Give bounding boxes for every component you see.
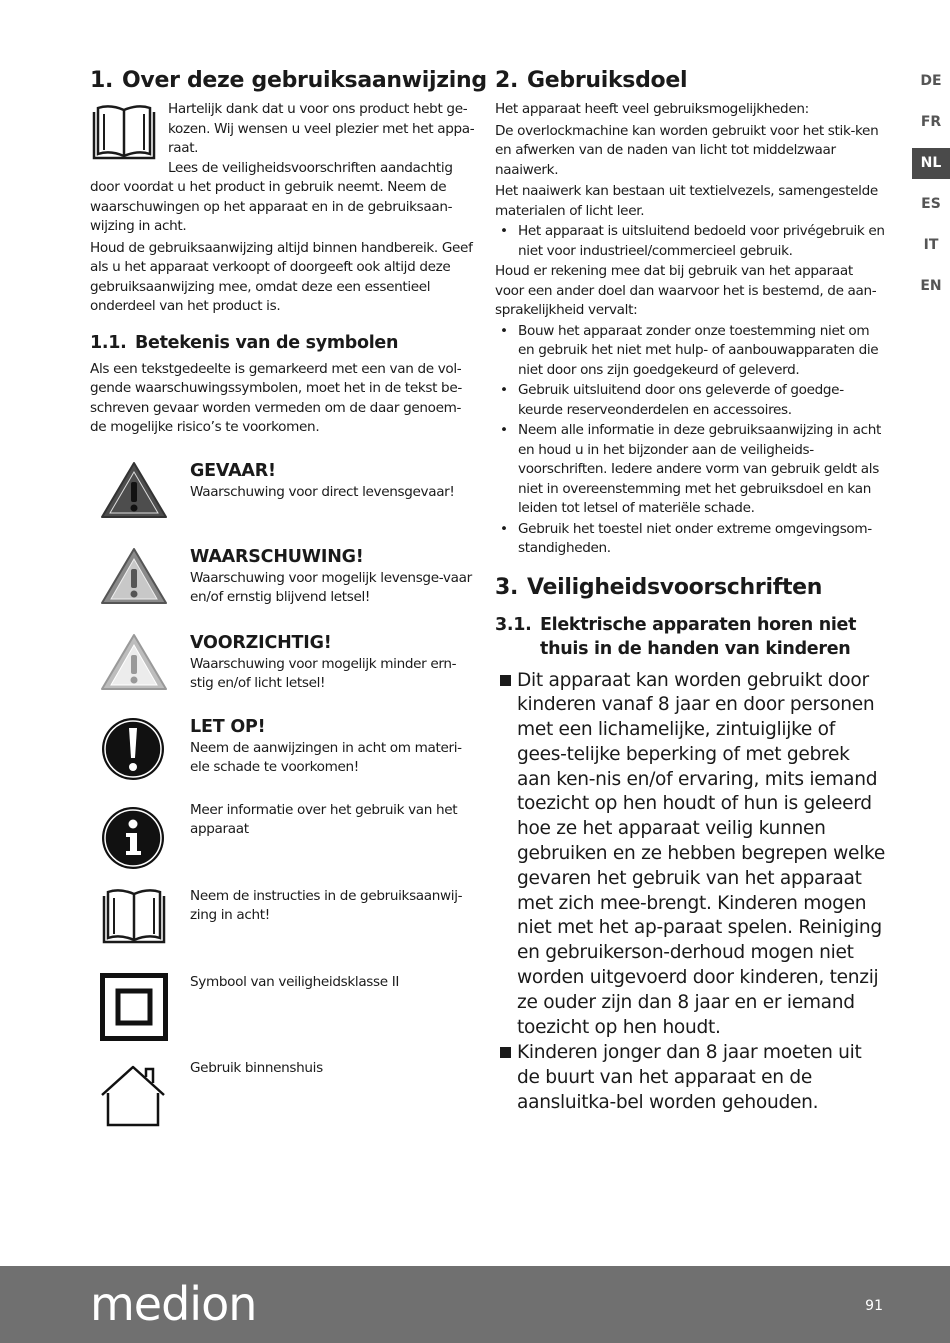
symbol-text: Meer informatie over het gebruik van het apparaat [190,801,458,837]
intro-line: kozen. Wij wensen u veel plezier met het appa- [168,120,475,137]
symbol-text: Neem de instructies in de gebruiksaanwij-zing in acht! [190,887,463,923]
bullet-list [495,222,885,261]
intro-line: Lees de veiligheidsvoorschriften aandachtig [168,159,453,176]
left-column [90,66,487,1138]
symbol-text: Gebruik binnenshuis [190,1059,323,1076]
list-item: • Het apparaat is uitsluitend bedoeld voor privégebruik en niet voor industrieel/commercieel gebruik. [495,222,885,261]
bullet-list [495,322,885,559]
intro-line: Hartelijk dank dat u voor ons product hebt ge- [168,101,468,117]
warning-triangle-icon [100,546,168,606]
list-item: • Gebruik het toestel niet onder extreme omgevingsom-standigheden. [495,520,885,559]
list-item: • Gebruik uitsluitend door ons geleverde of goedge-keurde reserveonderdelen en accessoires. [495,381,885,420]
section-number: 1. [90,68,114,93]
section-title: Veiligheidsvoorschriften [527,574,823,600]
symbol-text: Waarschuwing voor mogelijk minder ern-stig en/of licht letsel! [190,655,457,691]
safety-list [495,669,885,1116]
subsection-number: 1.1. [90,332,127,353]
section-2-heading [495,66,885,96]
section-number: 2. [495,68,519,93]
page-number: 91 [865,1298,883,1314]
intro-rest: door voordat u het product in gebruik neemt. Neem de waarschuwingen op het apparaat en in de gebruiksaan-wijzing in acht. [90,179,453,234]
subsection-1-1-heading [90,331,475,355]
warning-triangle-icon [100,460,168,520]
section-title: Gebruiksdoel [527,68,688,93]
section-3-heading [495,573,885,603]
info-circle-icon [100,805,166,871]
tab-de[interactable]: DE [920,73,942,89]
tab-nl[interactable]: NL [912,148,950,179]
list-item: Dit apparaat kan worden gebruikt door kinderen vanaf 8 jaar en door personen met een lichamelijke, zintuiglijke of gees-telijke beperking of met gebrek aan ken-nis en/of ervaring, mits iemand toezicht op hen houdt of hun is geleerd hoe ze het apparaat veilig kunnen gebruiken en ze hebben begrepen welke gevaren het gebruik van het apparaat met zich mee-brengt. Kinderen mogen niet met het ap-paraat spelen. Reiniging en gebruikerson-derhoud mogen niet worden uitgevoerd door kinderen, tenzij ze ouder zijn dan 8 jaar en er iemand toezicht op hen houdt. [495,669,885,1041]
subsection-number: 3.1. [495,614,532,635]
intro-line: raat. [168,140,199,156]
symbol-title: VOORZICHTIG! [190,632,332,653]
paragraph: Het apparaat heeft veel gebruiksmogelijkheden: [495,101,809,117]
list-item: • Neem alle informatie in deze gebruiksaanwijzing in acht en houd u in het bijzonder aan de veiligheids-voorschriften. Iedere andere vorm van gebruik geldt als niet in overeenstemming met het gebruiksdoel en kan leiden tot letsel of materiële schade. [495,421,885,519]
warning-triangle-icon [100,632,168,692]
tab-fr[interactable]: FR [920,114,942,130]
list-item: Kinderen jonger dan 8 jaar moeten uit de buurt van het apparaat en de aansluitka-bel worden gehouden. [495,1041,885,1115]
subsection-3-1-heading [495,613,885,661]
subsection-title: thuis in de handen van kinderen [540,638,851,659]
book-icon [100,887,168,947]
paragraph: Het naaiwerk kan bestaan uit textielvezels, samengestelde materialen of licht leer. [495,183,878,219]
paragraph: Als een tekstgedeelte is gemarkeerd met een van de vol-gende waarschuwingssymbolen, moet het in de tekst be-schreven gevaar worden vermeden om de daar genoem-de mogelijke risico’s te voorkomen. [90,360,462,435]
tab-it[interactable]: IT [923,237,939,253]
symbol-title: LET OP! [190,716,266,737]
language-nav [912,66,950,312]
section-1-heading [90,66,487,96]
footer [0,1266,950,1343]
symbol-title: WAARSCHUWING! [190,546,364,567]
symbol-title: GEVAAR! [190,460,276,481]
brand-logo: medion [90,1277,257,1331]
symbol-text: Symbool van veiligheidsklasse II [190,973,400,990]
book-icon [90,104,158,162]
right-column [495,66,885,1117]
house-icon [100,1063,168,1127]
symbol-list [90,438,475,1138]
paragraph: Houd er rekening mee dat bij gebruik van het apparaat voor een ander doel dan waarvoor het is bestemd, de aan-sprakelijkheid vervalt: [495,263,877,318]
section-title: Over deze gebruiksaanwijzing [122,68,487,93]
tab-es[interactable]: ES [921,196,941,212]
subsection-title: Elektrische apparaten horen niet [540,614,857,635]
double-square-icon [100,973,168,1041]
symbol-text: Waarschuwing voor mogelijk levensge-vaar en/of ernstig blijvend letsel! [190,569,472,605]
subsection-title: Betekenis van de symbolen [135,332,399,353]
list-item: • Bouw het apparaat zonder onze toestemming niet om en gebruik het niet met hulp- of aanbouwapparaten die niet door ons zijn goedgekeurd of geleverd. [495,322,885,381]
section-number: 3. [495,574,519,600]
intro-block [90,100,475,237]
paragraph: De overlockmachine kan worden gebruikt voor het stik-ken en afwerken van de naden van licht tot middelzwaar naaiwerk. [495,122,879,178]
paragraph: Houd de gebruiksaanwijzing altijd binnen handbereik. Geef als u het apparaat verkoopt of doorgeeft ook altijd deze gebruiksaanwijzing mee, omdat deze een essentieel onderdeel van het product is. [90,239,473,314]
tab-en[interactable]: EN [920,278,942,294]
exclamation-circle-icon [100,716,166,782]
symbol-text: Neem de aanwijzingen in acht om materi-ele schade te voorkomen! [190,739,462,775]
symbol-text: Waarschuwing voor direct levensgevaar! [190,483,455,500]
